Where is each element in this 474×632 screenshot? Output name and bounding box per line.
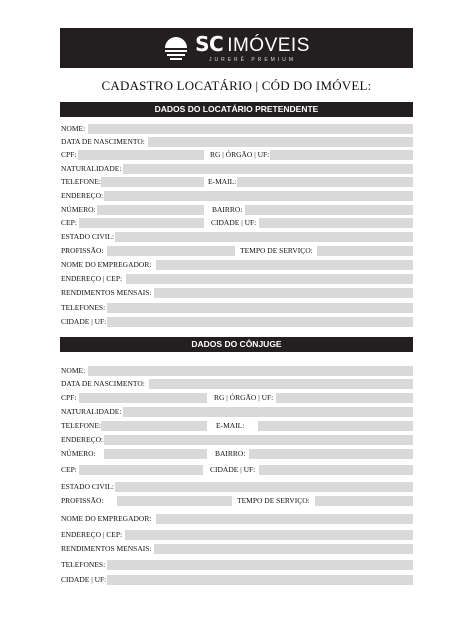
spouse-bairro-label: BAIRRO: (215, 449, 246, 458)
spouse-telefones-field[interactable] (107, 560, 413, 570)
spouse-tempo-servico-label: TEMPO DE SERVIÇO: (237, 496, 310, 505)
spouse-telefone-label: TELEFONE: (61, 421, 101, 430)
spouse-endereco-cep-field[interactable] (125, 530, 413, 540)
email-field[interactable] (237, 177, 413, 187)
logo-tagline: JURERÊ PREMIUM (208, 56, 296, 63)
profissao-label: PROFISSÃO: (61, 246, 104, 255)
endereco-label: ENDEREÇO: (61, 191, 104, 200)
bairro-label: BAIRRO: (212, 205, 243, 214)
spouse-rendimentos-label: RENDIMENTOS MENSAIS: (61, 544, 152, 553)
spouse-endereco-field[interactable] (104, 435, 413, 445)
estado-civil-label: ESTADO CIVIL: (61, 232, 114, 241)
spouse-tempo-servico-field[interactable] (315, 496, 413, 506)
telefone-label: TELEFONE: (61, 177, 101, 186)
endereco-cep-field[interactable] (126, 274, 413, 284)
logo-brand: SC (195, 31, 224, 56)
spouse-cep-label: CEP: (61, 465, 77, 474)
estado-civil-field[interactable] (115, 232, 413, 242)
spouse-rendimentos-field[interactable] (154, 544, 413, 554)
cpf-field[interactable] (78, 150, 204, 160)
spouse-numero-field[interactable] (104, 449, 207, 459)
numero-label: NÚMERO: (61, 205, 96, 214)
cep-field[interactable] (79, 218, 204, 228)
tempo-servico-field[interactable] (317, 246, 413, 256)
cpf-label: CPF: (61, 150, 77, 159)
logo-name: IMÓVEIS (227, 34, 310, 56)
spouse-email-label: E-MAIL: (216, 421, 245, 430)
spouse-estado-civil-label: ESTADO CIVIL: (61, 482, 114, 491)
nascimento-label: DATA DE NASCIMENTO: (61, 137, 145, 146)
spouse-profissao-label: PROFISSÃO: (61, 496, 104, 505)
spouse-profissao-field[interactable] (117, 496, 232, 506)
spouse-empregador-field[interactable] (156, 514, 413, 524)
section-heading-spouse: DADOS DO CÔNJUGE (60, 337, 413, 352)
spouse-naturalidade-field[interactable] (123, 407, 413, 417)
tempo-servico-label: TEMPO DE SERVIÇO: (240, 246, 313, 255)
spouse-nome-label: NOME: (61, 366, 86, 375)
spouse-nascimento-label: DATA DE NASCIMENTO: (61, 379, 145, 388)
spouse-nome-field[interactable] (88, 366, 413, 376)
telefone-field[interactable] (101, 177, 204, 187)
empregador-field[interactable] (156, 260, 413, 270)
spouse-cidade-uf-field[interactable] (107, 575, 413, 585)
endereco-cep-label: ENDEREÇO | CEP: (61, 274, 123, 283)
nome-label: NOME: (61, 124, 86, 133)
spouse-email-field[interactable] (258, 421, 413, 431)
spouse-cidade-field[interactable] (259, 465, 413, 475)
naturalidade-field[interactable] (123, 164, 413, 174)
telefones-field[interactable] (107, 303, 413, 313)
profissao-field[interactable] (107, 246, 235, 256)
nome-field[interactable] (88, 124, 413, 134)
sun-logo-icon (163, 35, 189, 61)
endereco-field[interactable] (104, 191, 413, 201)
cidade-label: CIDADE | UF: (211, 218, 257, 227)
spouse-endereco-cep-label: ENDEREÇO | CEP: (61, 530, 123, 539)
bairro-field[interactable] (245, 205, 413, 215)
spouse-nascimento-field[interactable] (149, 379, 413, 389)
spouse-cpf-field[interactable] (79, 393, 207, 403)
nascimento-field[interactable] (148, 137, 413, 147)
spouse-rg-label: RG | ÓRGÃO | UF: (214, 393, 274, 402)
spouse-telefones-label: TELEFONES: (61, 560, 106, 569)
spouse-cidade-label: CIDADE | UF: (210, 465, 256, 474)
rendimentos-field[interactable] (154, 288, 413, 298)
section-heading-tenant: DADOS DO LOCATÁRIO PRETENDENTE (60, 102, 413, 117)
cidade-field[interactable] (259, 218, 413, 228)
spouse-empregador-label: NOME DO EMPREGADOR: (61, 514, 152, 523)
spouse-estado-civil-field[interactable] (115, 482, 413, 492)
rg-field[interactable] (270, 150, 413, 160)
email-label: E-MAIL: (208, 177, 237, 186)
spouse-cidade-uf-label: CIDADE | UF: (61, 575, 107, 584)
numero-field[interactable] (97, 205, 204, 215)
spouse-rg-field[interactable] (276, 393, 413, 403)
empregador-label: NOME DO EMPREGADOR: (61, 260, 152, 269)
rendimentos-label: RENDIMENTOS MENSAIS: (61, 288, 152, 297)
spouse-naturalidade-label: NATURALIDADE: (61, 407, 122, 416)
cidade-uf-label: CIDADE | UF: (61, 317, 107, 326)
spouse-telefone-field[interactable] (101, 421, 207, 431)
cidade-uf-field[interactable] (107, 317, 413, 327)
spouse-bairro-field[interactable] (249, 449, 413, 459)
telefones-label: TELEFONES: (61, 303, 106, 312)
rg-label: RG | ÓRGÃO | UF: (210, 150, 270, 159)
logo-banner (60, 28, 413, 68)
naturalidade-label: NATURALIDADE: (61, 164, 122, 173)
spouse-cep-field[interactable] (79, 465, 203, 475)
document-title: CADASTRO LOCATÁRIO | CÓD DO IMÓVEL: (101, 78, 372, 93)
cep-label: CEP: (61, 218, 77, 227)
spouse-cpf-label: CPF: (61, 393, 77, 402)
spouse-numero-label: NÚMERO: (61, 449, 96, 458)
spouse-endereco-label: ENDEREÇO: (61, 435, 104, 444)
